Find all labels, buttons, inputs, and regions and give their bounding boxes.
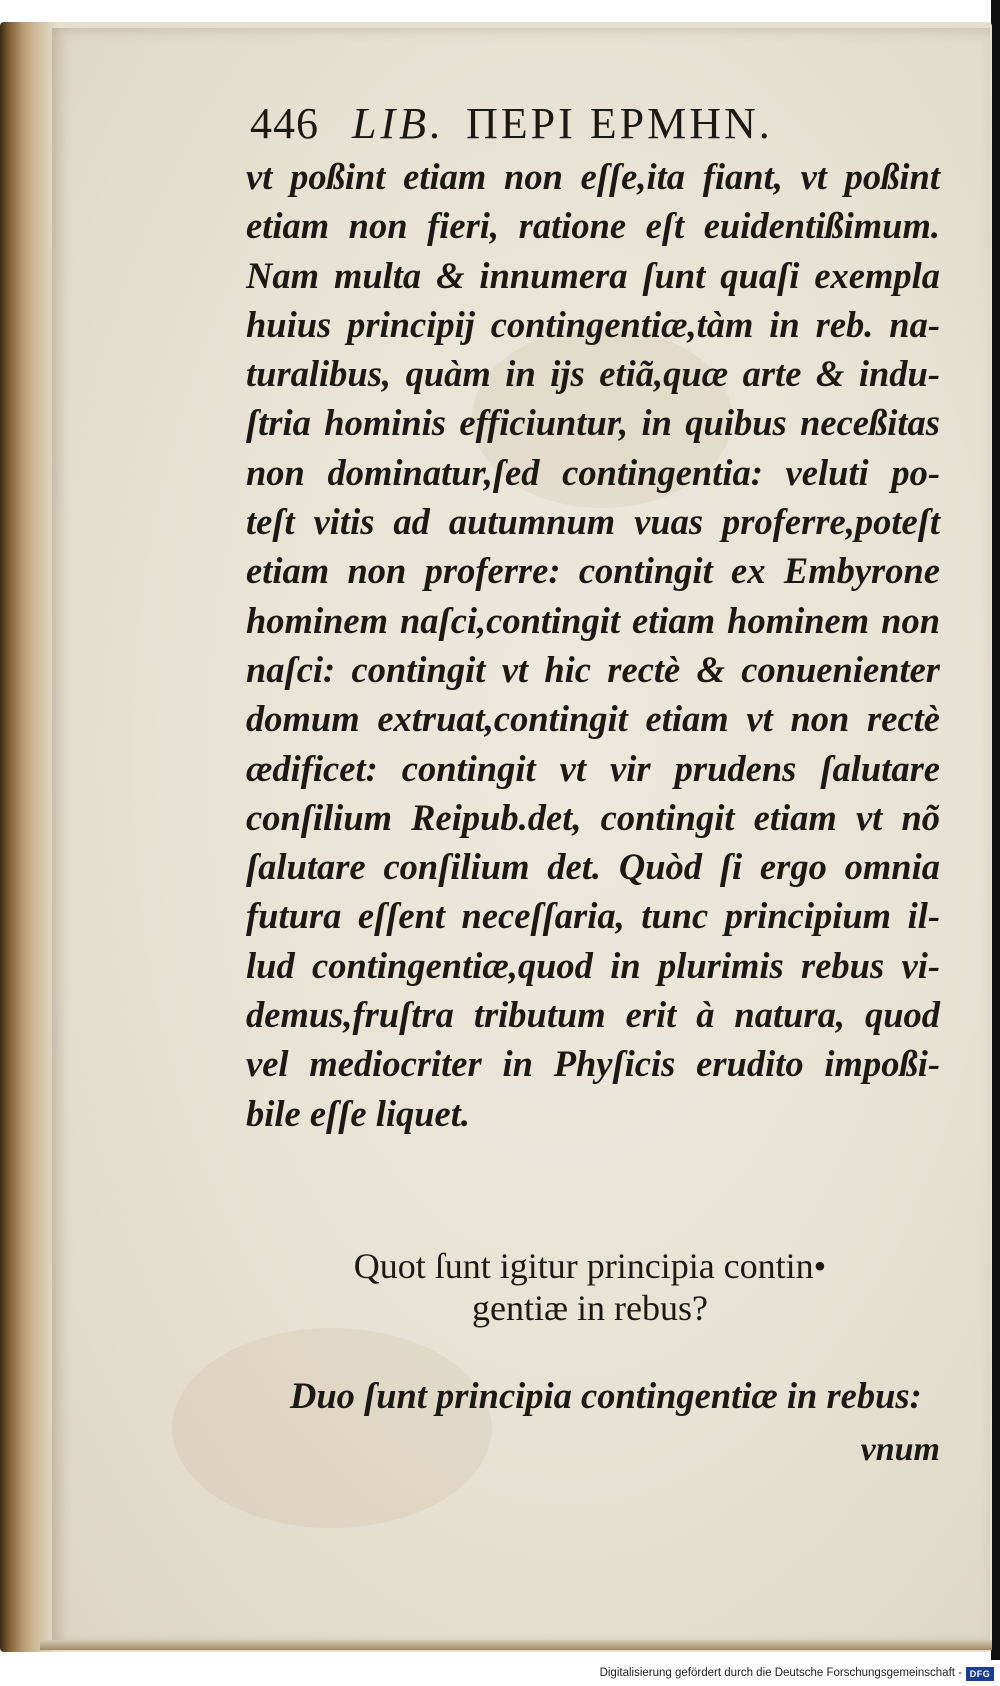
text-line: vt poßint etiam non eſſe,ita fiant, vt poßint [246,156,940,197]
running-header [250,96,870,152]
text-line: bile eſſe liquet. [246,1092,470,1134]
question-line: Quot ſunt igitur principia contin• [353,1246,827,1286]
answer-paragraph [290,1370,940,1422]
question-heading [300,1245,880,1329]
body-paragraph [246,152,940,1138]
text-line: naſci: contingit vt hic rectè & conuenienter [246,648,940,690]
text-line: non dominatur,ſed contingentia: veluti po- [246,451,940,493]
text-line: turalibus, quàm in ijs etiã,quæ arte & indu- [246,353,940,395]
text-line: demus,fruſtra tributum erit à natura, quod [246,994,940,1036]
answer-line: Duo ſunt principia contingentiæ in rebus: [290,1375,922,1416]
question-line: gentiæ in rebus? [472,1288,708,1328]
text-line: lud contingentiæ,quod in plurimis rebus vi- [246,944,940,986]
text-line: etiam non fieri, ratione eſt euidentißimum. [246,205,940,247]
paper-stain [172,1328,492,1528]
scan-border [991,0,1000,1660]
book-label: LIB. [352,99,445,148]
text-line: ſalutare conſilium det. Quòd ſi ergo omnia [246,846,940,888]
text-line: etiam non proferre: contingit ex Embyrone [246,550,940,592]
section-title: ΠΕΡΙ ΕΡΜΗΝ. [466,99,773,148]
page-number: 446 [250,99,319,148]
text-line: teſt vitis ad autumnum vuas proferre,poteſt [246,501,940,543]
text-line: vel mediocriter in Phyſicis erudito impoßi- [246,1043,940,1085]
top-margin [0,0,1000,22]
text-line: hominem naſci,contingit etiam hominem non [246,599,940,641]
text-line: huius principij contingentiæ,tàm in reb. na- [246,303,940,345]
dfg-logo: DFG [966,1667,994,1681]
text-line: ædificet: contingit vt vir prudens ſalutare [246,747,940,789]
text-line: ſtria hominis efficiuntur, in quibus neceßitas [246,402,940,444]
text-line: conſilium Reipub.det, contingit etiam vt nõ [246,796,940,838]
text-line: domum extruat,contingit etiam vt non rectè [246,698,940,740]
digitization-credit: Digitalisierung gefördert durch die Deutsche Forschungsgemeinschaft - [599,1667,962,1679]
text-line: Nam multa & innumera ſunt quaſi exempla [246,254,940,296]
catchword: vnum [860,1431,940,1468]
text-line: futura eſſent neceſſaria, tunc principium il- [246,895,940,937]
page-bottom-edge [40,1640,992,1650]
